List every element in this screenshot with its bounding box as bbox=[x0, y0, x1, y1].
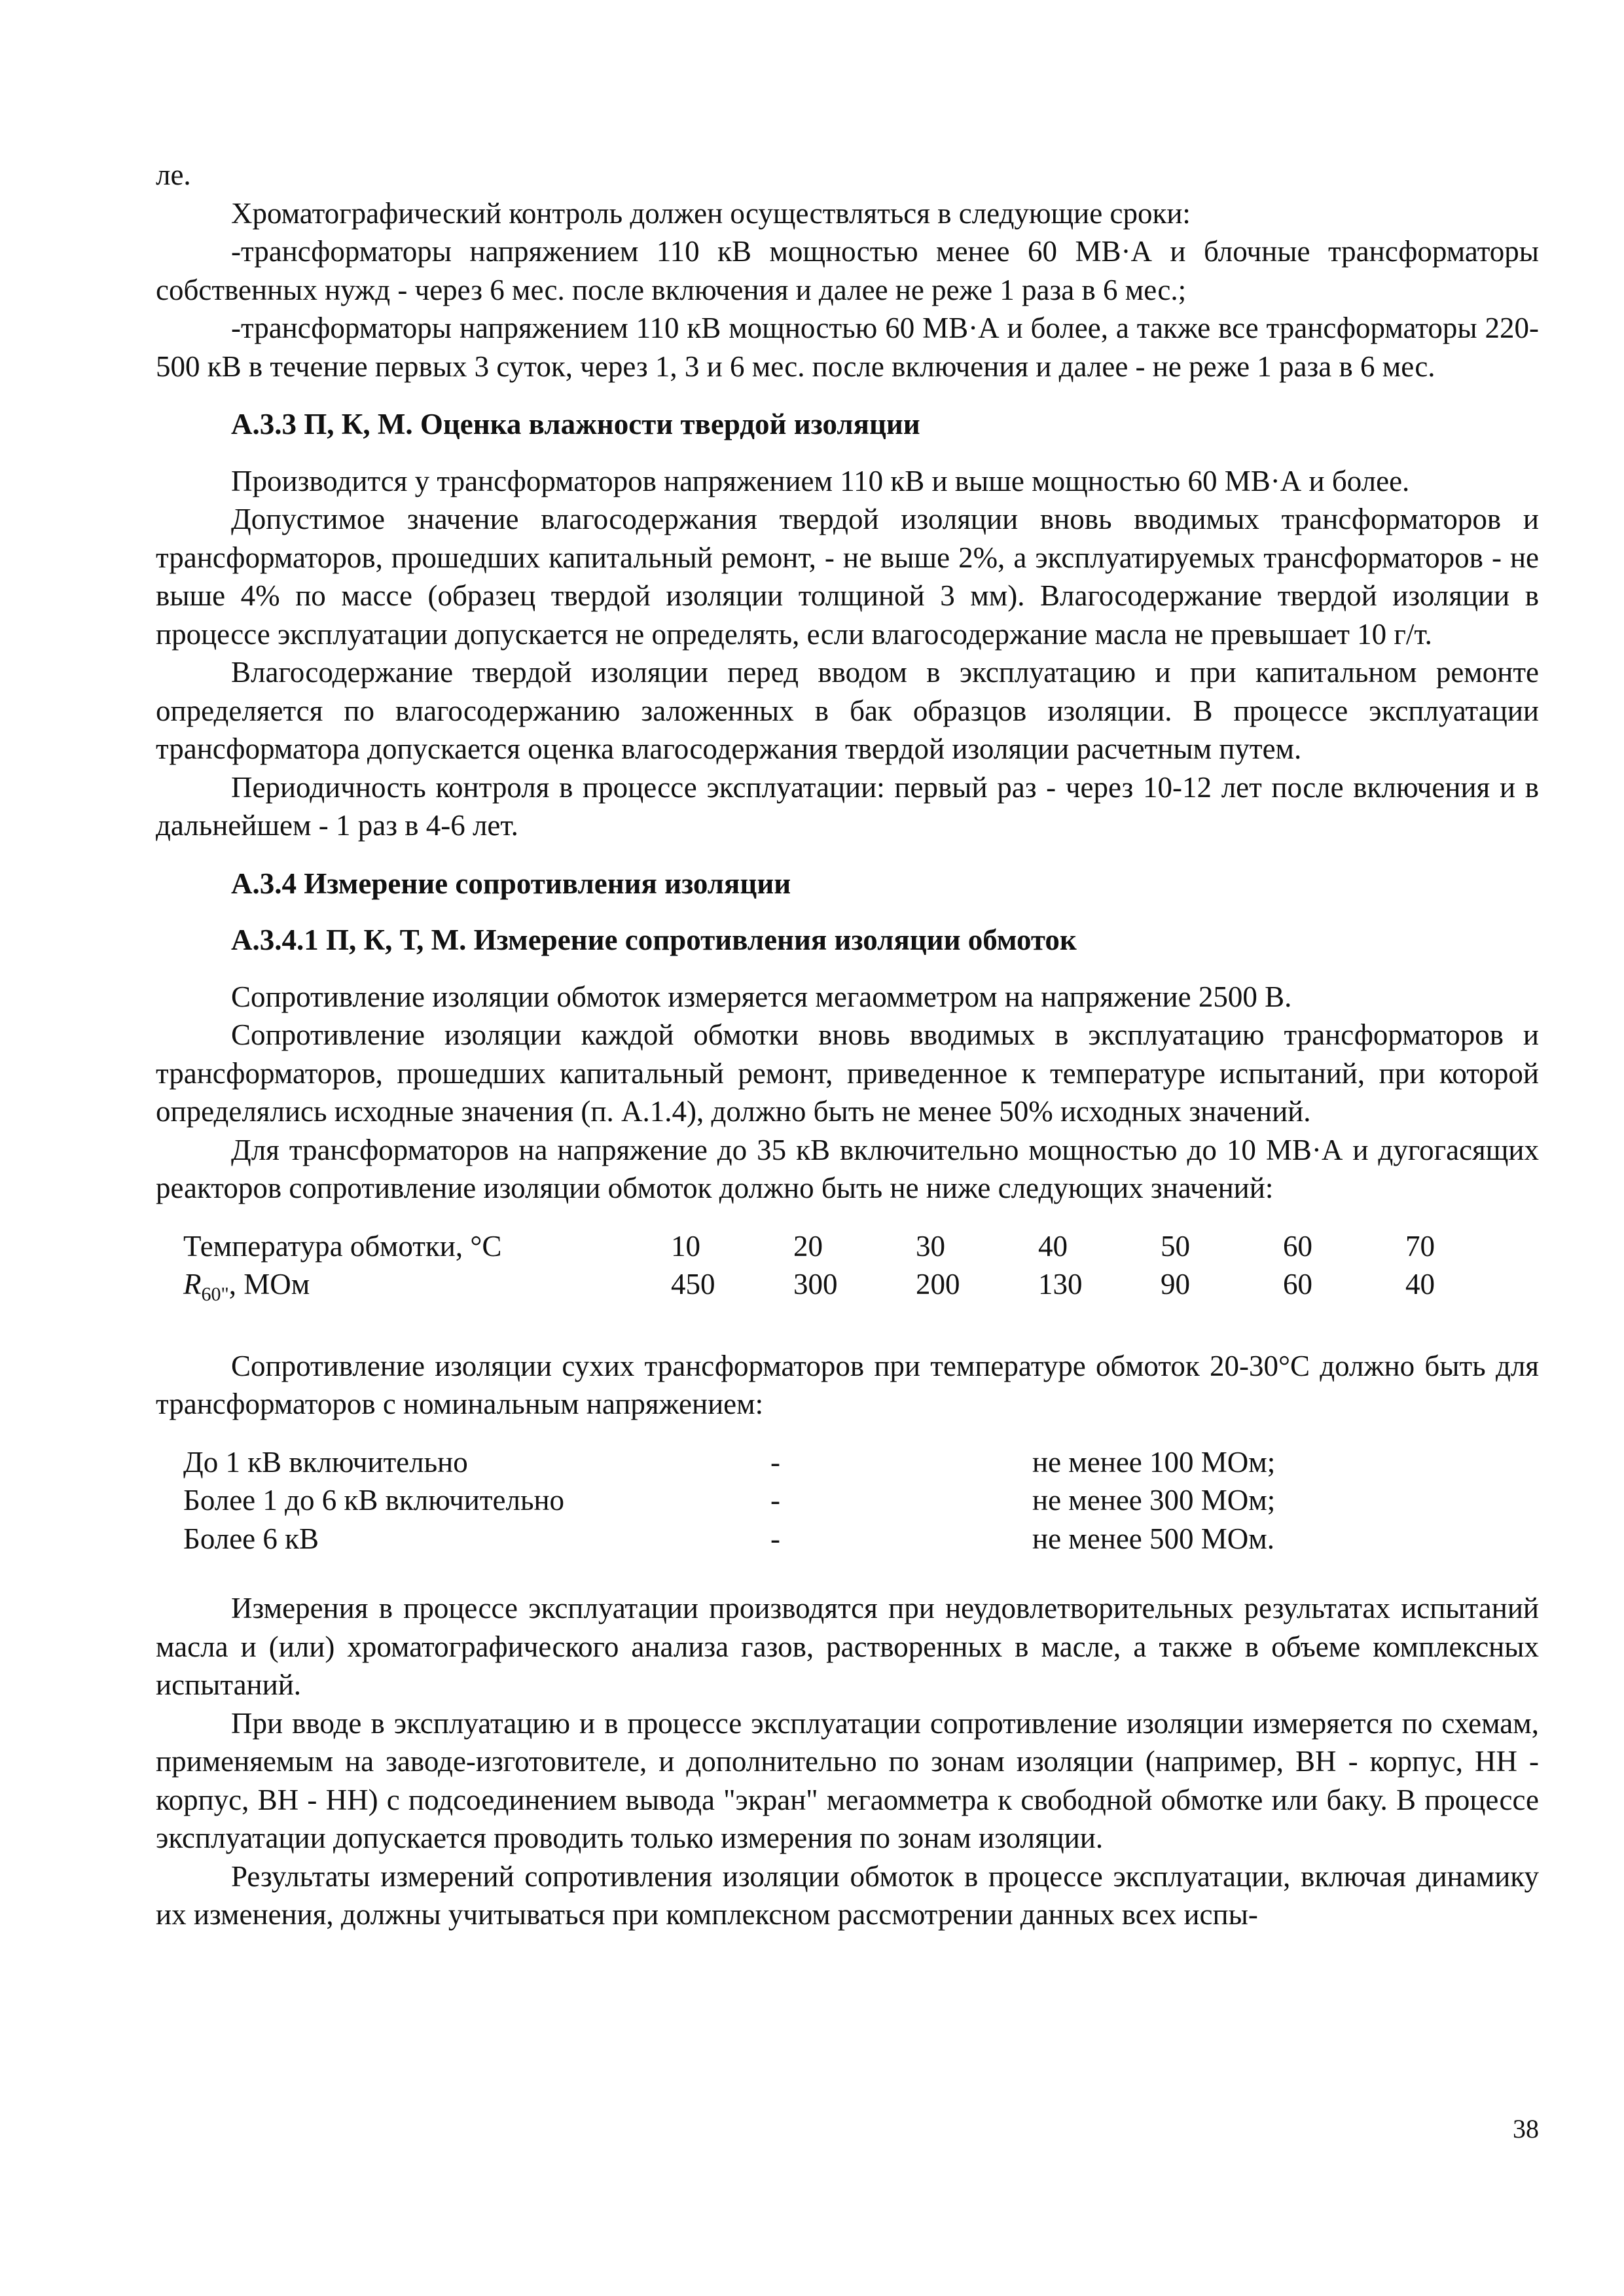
voltage-cell: Более 1 до 6 кВ включительно bbox=[183, 1484, 565, 1516]
temperature-cell: 60 bbox=[1283, 1229, 1312, 1263]
table-row bbox=[183, 1443, 1275, 1482]
resistance-unit: , МОм bbox=[228, 1268, 310, 1300]
paragraph-chromatography-intro: Хроматографический контроль должен осуществляться в следующие сроки: bbox=[231, 196, 1191, 230]
paragraph-operation-measurements: Измерения в процессе эксплуатации производятся при неудовлетворительных результатах испытаний масла и (или) хроматографического анализа газов, растворенных в масле, а также в объеме комплексных испытаний. bbox=[156, 1592, 1539, 1701]
resistance-cell: 130 bbox=[1038, 1268, 1083, 1300]
paragraph-a33-2: Допустимое значение влагосодержания твердой изоляции вновь вводимых трансформаторов и трансформаторов, прошедших капитальный ремонт, - не выше 2%, а эксплуатируемых трансформаторов - не выше 4% по массе (образец твердой изоляции толщиной 3 мм). Влагосодержание твердой изоляции в процессе эксплуатации допускается не определять, если влагосодержание масла не превышает 10 г/т. bbox=[156, 503, 1539, 651]
paragraph-continuation: ле. bbox=[156, 158, 191, 191]
paragraph-results: Результаты измерений сопротивления изоляции обмоток в процессе эксплуатации, включая динамику их изменения, должны учитываться при комплексном рассмотрении данных всех испы- bbox=[156, 1859, 1539, 1931]
temperature-resistance-table bbox=[183, 1227, 1528, 1314]
value-cell: не менее 100 МОм; bbox=[1032, 1445, 1276, 1479]
temperature-cell: 10 bbox=[671, 1229, 700, 1263]
temperature-cell: 70 bbox=[1405, 1229, 1435, 1263]
heading-a34: А.3.4 Измерение сопротивления изоляции bbox=[231, 867, 791, 900]
paragraph-a341-3: Для трансформаторов на напряжение до 35 кВ включительно мощностью до 10 МВ·А и дугогасящих реакторов сопротивление изоляции обмоток должно быть не ниже следующих значений: bbox=[156, 1133, 1539, 1204]
temperature-cell: 20 bbox=[793, 1229, 823, 1263]
table-row-resistance bbox=[183, 1265, 1528, 1314]
resistance-subscript: 60" bbox=[201, 1283, 229, 1305]
heading-a341: А.3.4.1 П, К, Т, М. Измерение сопротивления изоляции обмоток bbox=[231, 924, 1077, 956]
paragraph-a33-3: Влагосодержание твердой изоляции перед вводом в эксплуатацию и при капитальном ремонте определяется по влагосодержанию заложенных в бак образцов изоляции. В процессе эксплуатации трансформатора допускается оценка влагосодержания твердой изоляции расчетным путем. bbox=[156, 656, 1539, 765]
dash-cell: - bbox=[770, 1445, 780, 1479]
paragraph-a33-1: Производится у трансформаторов напряжением 110 кВ и выше мощностью 60 МВ·А и более. bbox=[231, 464, 1410, 497]
voltage-cell: Более 6 кВ bbox=[183, 1522, 319, 1555]
table-row-temperature bbox=[183, 1227, 1528, 1266]
page-number: 38 bbox=[1513, 2114, 1539, 2144]
temperature-cell: 50 bbox=[1161, 1229, 1190, 1263]
row-label-resistance bbox=[183, 1265, 671, 1314]
paragraph-a33-4: Периодичность контроля в процессе эксплуатации: первый раз - через 10-12 лет после включения и в дальнейшем - 1 раз в 4-6 лет. bbox=[156, 770, 1539, 842]
table-row bbox=[183, 1520, 1275, 1558]
paragraph-a341-2: Сопротивление изоляции каждой обмотки вновь вводимых в эксплуатацию трансформаторов и трансформаторов, прошедших капитальный ремонт, приведенное к температуре испытаний, при которой определялись исходные значения (п. А.1.4), должно быть не менее 50% исходных значений. bbox=[156, 1018, 1539, 1128]
paragraph-chromatography-item-2: -трансформаторы напряжением 110 кВ мощностью 60 МВ·А и более, а также все трансформаторы 220-500 кВ в течение первых 3 суток, через 1, 3 и 6 мес. после включения и далее - не реже 1 раза в 6 мес. bbox=[156, 312, 1539, 383]
value-cell: не менее 500 МОм. bbox=[1032, 1522, 1275, 1555]
heading-a33: А.3.3 П, К, М. Оценка влажности твердой изоляции bbox=[231, 408, 920, 440]
table-row bbox=[183, 1481, 1275, 1520]
resistance-cell: 300 bbox=[793, 1268, 838, 1300]
resistance-symbol: R bbox=[183, 1268, 202, 1300]
paragraph-measurement-schemes: При вводе в эксплуатацию и в процессе эксплуатации сопротивление изоляции измеряется по схемам, применяемым на заводе-изготовителе, и дополнительно по зонам изоляции (например, ВН - корпус, НН - корпус, ВН - НН) с подсоединением вывода "экран" мегаомметра к свободной обмотке или баку. В процессе эксплуатации допускается проводить только измерения по зонам изоляции. bbox=[156, 1706, 1539, 1854]
value-cell: не менее 300 МОм; bbox=[1032, 1484, 1276, 1516]
temperature-cell: 40 bbox=[1038, 1229, 1068, 1263]
dry-transformer-table bbox=[183, 1443, 1275, 1558]
paragraph-a341-1: Сопротивление изоляции обмоток измеряется мегаомметром на напряжение 2500 В. bbox=[231, 980, 1292, 1013]
temperature-cell: 30 bbox=[916, 1229, 945, 1263]
resistance-cell: 450 bbox=[671, 1268, 715, 1300]
row-label-temperature: Температура обмотки, °С bbox=[183, 1229, 502, 1263]
resistance-cell: 60 bbox=[1283, 1268, 1312, 1300]
dash-cell: - bbox=[770, 1522, 780, 1555]
paragraph-chromatography-item-1: -трансформаторы напряжением 110 кВ мощностью менее 60 МВ·А и блочные трансформаторы собственных нужд - через 6 мес. после включения и далее не реже 1 раза в 6 мес.; bbox=[156, 235, 1539, 306]
resistance-cell: 90 bbox=[1161, 1268, 1190, 1300]
resistance-cell: 200 bbox=[916, 1268, 960, 1300]
voltage-cell: До 1 кВ включительно bbox=[183, 1445, 468, 1479]
paragraph-dry-intro: Сопротивление изоляции сухих трансформаторов при температуре обмоток 20-30°С должно быть для трансформаторов с номинальным напряжением: bbox=[156, 1349, 1539, 1420]
dash-cell: - bbox=[770, 1484, 780, 1516]
resistance-cell: 40 bbox=[1405, 1268, 1435, 1300]
